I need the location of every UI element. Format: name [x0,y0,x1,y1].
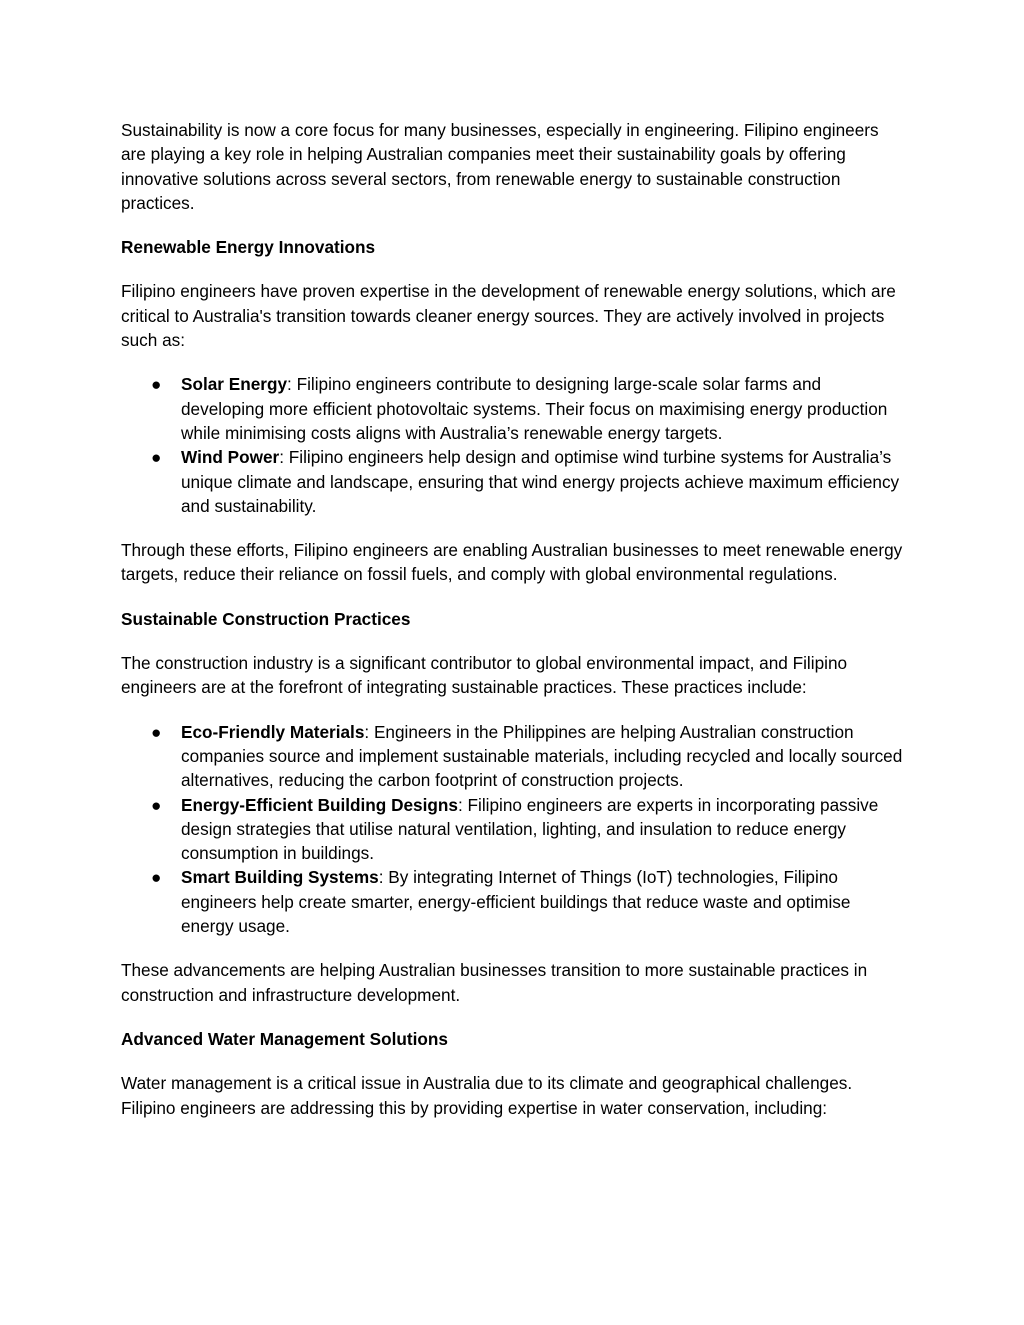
list-item-text: : Filipino engineers contribute to designing large-scale solar farms and developing more efficient photovoltaic systems. Their focus on maximising energy production while minimising costs aligns with Australia’s renewable energy targets. [181,374,888,443]
list-item-term: Wind Power [181,447,280,468]
list-item-term: Energy-Efficient Building Designs [181,794,458,815]
list-item-eco-friendly-materials [121,720,906,793]
section-heading-sustainable-construction: Sustainable Construction Practices [121,608,411,629]
list-item-term: Eco-Friendly Materials [181,721,365,742]
section-lead-water-management: Water management is a critical issue in Australia due to its climate and geographical challenges. Filipino engineers are addressing this by providing expertise in water conservation, including: [121,1073,853,1118]
list-item-solar-energy [121,372,906,445]
section-closing-sustainable-construction: These advancements are helping Australian businesses transition to more sustainable practices in construction and infrastructure development. [121,960,868,1005]
list-item-text: : By integrating Internet of Things (IoT) technologies, Filipino engineers help create smarter, energy-efficient buildings that reduce waste and optimise energy usage. [181,867,851,937]
bullet-icon: ● [151,794,162,815]
list-item-term: Solar Energy [181,374,288,395]
list-item-term: Smart Building Systems [181,867,379,888]
intro-paragraph: Sustainability is now a core focus for many businesses, especially in engineering. Filipino engineers are playing a key role in helping Australian companies meet their sustainability goals by offering innovative solutions across several sectors, from renewable energy to sustainable construction practices. [121,120,879,213]
bullet-icon: ● [151,447,162,468]
bullet-icon: ● [151,374,162,395]
section-lead-renewable-energy: Filipino engineers have proven expertise in the development of renewable energy solutions, which are critical to Australia's transition towards cleaner energy sources. They are actively involved in projects such as: [121,281,896,351]
bullet-icon: ● [151,721,162,742]
list-item-energy-efficient-designs [121,793,906,866]
list-item-text: : Filipino engineers are experts in incorporating passive design strategies that utilise natural ventilation, lighting, and insulation to reduce energy consumption in buildings. [181,794,879,864]
bullet-icon: ● [151,867,162,888]
list-item-text: : Filipino engineers help design and optimise wind turbine systems for Australia’s unique climate and landscape, ensuring that wind energy projects achieve maximum efficiency and sustainability. [181,447,900,516]
document-page [121,118,906,1140]
section-heading-water-management: Advanced Water Management Solutions [121,1028,448,1049]
list-item-wind-power [121,445,906,518]
bullet-list-renewable-energy [121,372,906,518]
list-item-smart-building-systems [121,865,906,938]
section-lead-sustainable-construction: The construction industry is a significant contributor to global environmental impact, and Filipino engineers are at the forefront of integrating sustainable practices. These practices include: [121,653,848,698]
section-closing-renewable-energy: Through these efforts, Filipino engineers are enabling Australian businesses to meet renewable energy targets, reduce their reliance on fossil fuels, and comply with global environmental regulations. [121,540,903,585]
bullet-list-sustainable-construction [121,720,906,939]
section-heading-renewable-energy: Renewable Energy Innovations [121,237,376,258]
list-item-text: : Engineers in the Philippines are helping Australian construction companies source and implement sustainable materials, including recycled and locally sourced alternatives, reducing the carbon footprint of construction projects. [181,721,903,791]
